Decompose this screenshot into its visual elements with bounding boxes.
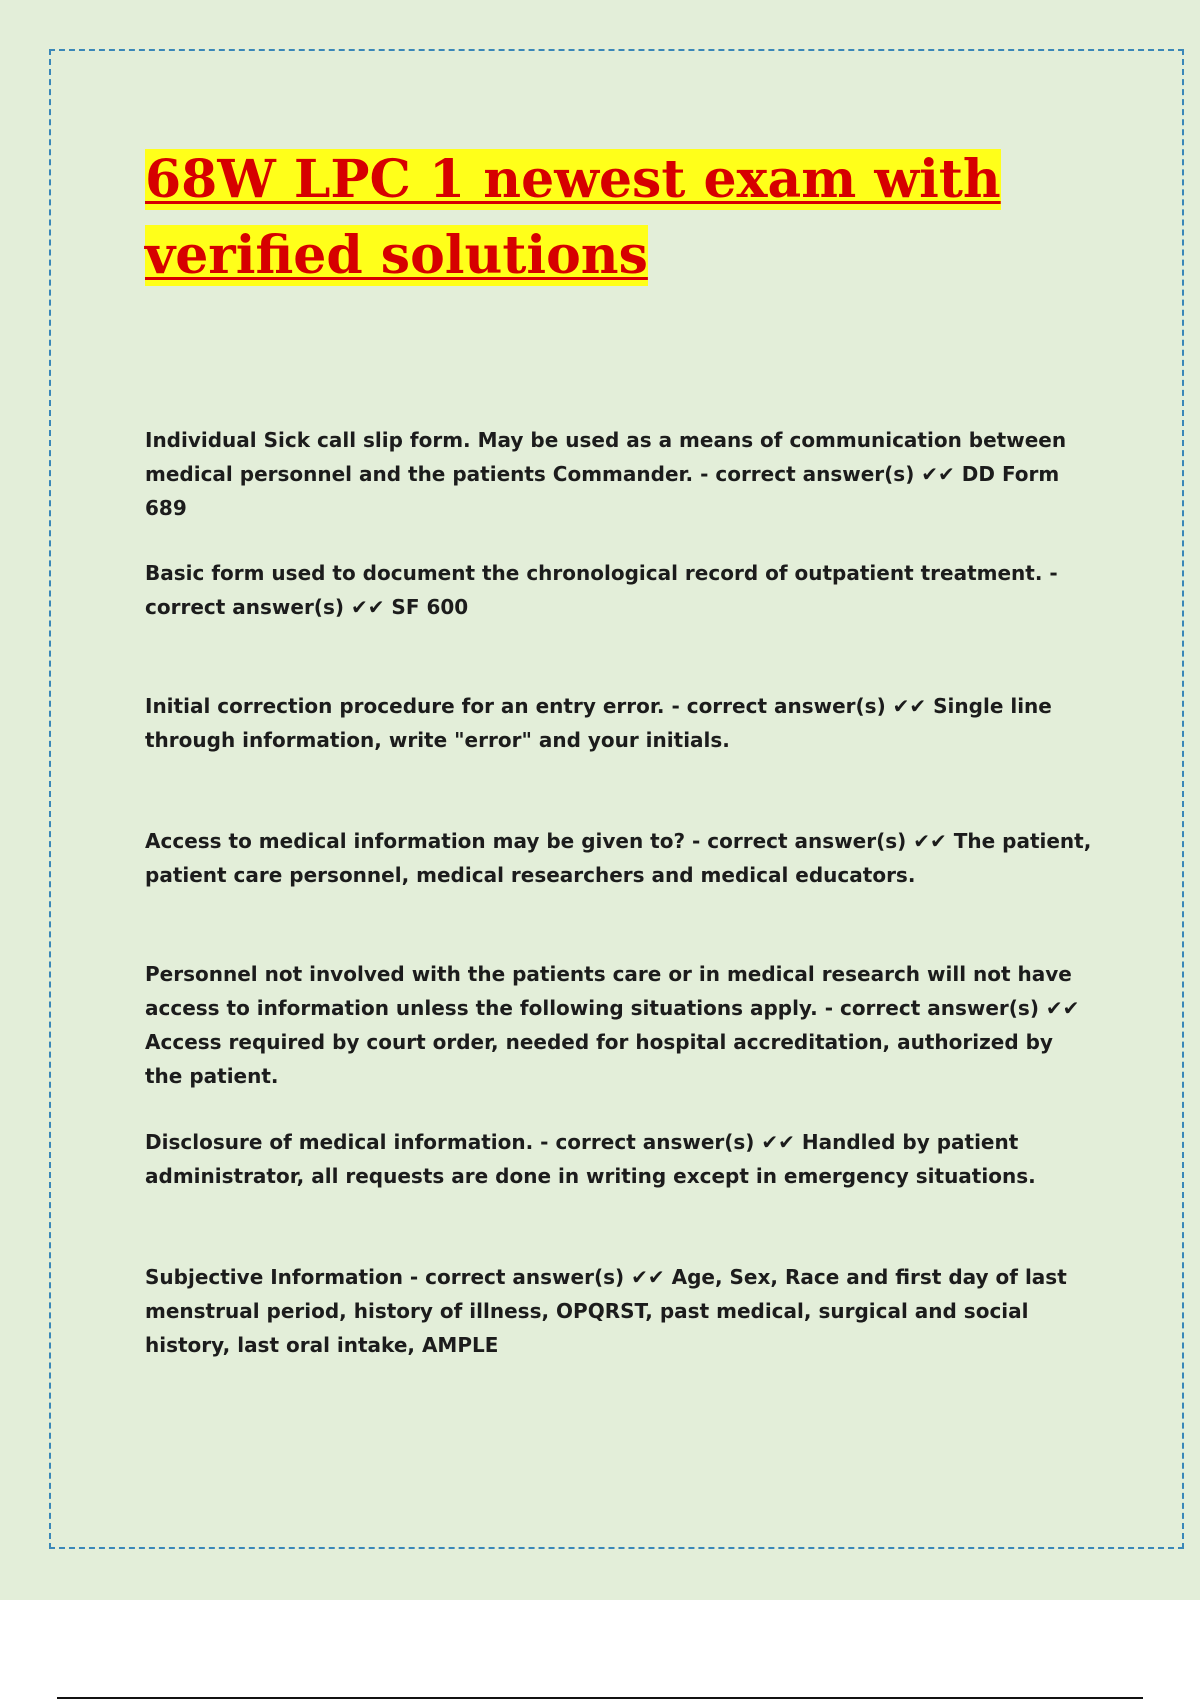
footer-rule — [57, 1697, 1143, 1699]
qa-item: Initial correction procedure for an entry error. - correct answer(s) ✔✔ Single line through information, write "error" and your initials. — [145, 694, 1052, 752]
qa-item: Personnel not involved with the patients care or in medical research will not have access to information unless the following situations apply. - correct answer(s) ✔✔ Access required by court order, needed for hospital accreditation, authorized by the patient. — [145, 962, 1080, 1088]
qa-item: Individual Sick call slip form. May be used as a means of communication between medical personnel and the patients Commander. - correct answer(s) ✔✔ DD Form 689 — [145, 428, 1067, 520]
qa-item: Access to medical information may be given to? - correct answer(s) ✔✔ The patient, patient care personnel, medical researchers and medical educators. — [145, 829, 1092, 887]
qa-item: Basic form used to document the chronological record of outpatient treatment. - correct answer(s) ✔✔ SF 600 — [145, 561, 1058, 619]
document-title — [145, 142, 1085, 294]
qa-item: Subjective Information - correct answer(s) ✔✔ Age, Sex, Race and first day of last menstrual period, history of illness, OPQRST, past medical, surgical and social history, last oral intake, AMPLE — [145, 1265, 1067, 1357]
qa-item: Disclosure of medical information. - correct answer(s) ✔✔ Handled by patient administrator, all requests are done in writing except in emergency situations. — [145, 1130, 1036, 1188]
title-text: 68W LPC 1 newest exam with verified solutions — [145, 149, 1001, 286]
